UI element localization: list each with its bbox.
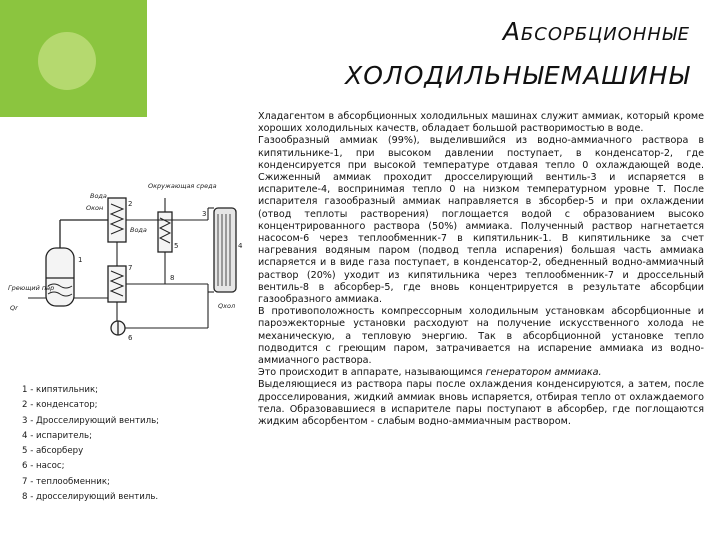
label-num-1: 1 [78, 256, 83, 264]
label-t-cold: Oкон [86, 204, 104, 212]
diagram-legend [22, 383, 242, 505]
label-num-6: 6 [128, 334, 133, 342]
absorption-machine-diagram [8, 158, 248, 358]
evaporator [214, 208, 236, 292]
environment-cooler [158, 212, 172, 252]
emphasis-term: генератором аммиака. [485, 367, 602, 379]
label-num-4: 4 [238, 242, 243, 250]
legend-item: 5 - абсорберу [22, 446, 84, 457]
title-line-1: Абсорбционные [502, 17, 690, 46]
label-num-7: 7 [128, 264, 133, 272]
paragraph: Газообразный аммиак (99%), выделившийся из водно-аммиачного раствора в кипятильнике-1, при высоком давлении поступает, в конденсатор-2, где конденсируется при высокой температуре отдавая тепло 0 охлаждающей воде. Сжиженный аммиак проходит дросселирующий вентиль-3 и испаряется в испарителе-4, воспринимая тепло 0 на низком температурном уровне Т. После испарителя газообразный аммиак направляется в збсорбер-5 и при охлаждении (отвод теплоты растворения) поглощается водой с образованием высоко концентрированного раствора (50%) аммиака. Полученный раствор нагнетается насосом-6 через теплообменник-7 в кипятильник-1. В кипятильнике за счет нагревания водяным паром (подвод тепла испарения) большая часть аммиака испаряется и в виде газа поступает, в конденсатор-2, обедненный водно-аммиачный раствор (20%) уходит из кипятильника через теплообменник-7 и дроссельный вентиль-8 в абсорбер-5, где вновь концентрируется в результате абсорбции газообразного аммиака. [258, 135, 704, 306]
legend-item: 8 - дросселирующий вентиль. [22, 492, 159, 503]
condenser [108, 198, 126, 242]
decorative-green-panel [0, 0, 147, 117]
label-num-8: 8 [170, 274, 175, 282]
legend-item: 4 - испаритель; [22, 430, 93, 441]
label-q-load: Qхол [218, 302, 236, 310]
paragraph: Хладагентом в абсорбционных холодильных машинах служит аммиак, который кроме хороших холодильных качеств, обладает большой растворимостью в воде. [258, 111, 704, 135]
legend-item: 7 - теплообменник; [22, 476, 110, 487]
label-num-3: 3 [202, 210, 207, 218]
pump [111, 321, 125, 335]
paragraph-text: Это происходит в аппарате, называющимся [258, 367, 486, 379]
paragraph [258, 367, 704, 379]
legend-item: 2 - конденсатор; [22, 400, 98, 411]
heat-exchanger [108, 266, 126, 302]
title-line-2: ХОЛОДИЛЬНЫЕМАШИНЫ [345, 61, 690, 90]
legend-item: 6 - насос; [22, 461, 65, 472]
label-heating-steam: Греющий пар [8, 284, 55, 292]
label-environment: Окружающая среда [148, 182, 217, 190]
slide-title [230, 14, 690, 94]
boiler-vessel [46, 220, 108, 306]
body-text [258, 111, 704, 536]
label-q-heat: Qr [10, 304, 18, 312]
legend-item: 3 - Дросселирующий вентиль; [22, 415, 160, 426]
paragraph: Выделяющиеся из раствора пары после охлаждения конденсируются, а затем, после дросселирования, жидкий аммиак вновь испаряется, отбирая тепло от охлаждаемого тела. Образовавшиеся в испарителе пары поступают в абсорбер, где поглощаются жидким абсорбентом - слабым водно-аммиачным раствором. [258, 379, 704, 428]
label-num-2: 2 [128, 200, 133, 208]
legend-item: 1 - кипятильник; [22, 385, 99, 395]
label-num-5: 5 [174, 242, 179, 250]
decorative-circle [38, 32, 96, 90]
paragraph: В противоположность компрессорным холодильным установкам абсорбционные и пароэжекторные установки расходуют на получение искусственного холода не механическую, а тепловую энергию. Так в абсорбционной установке тепло подводится с греющим паром, затрачивается на испарение аммиака из водно-аммиачного раствора. [258, 306, 704, 367]
label-water-top: Вода [90, 192, 107, 200]
label-water-mid: Вода [130, 226, 147, 234]
